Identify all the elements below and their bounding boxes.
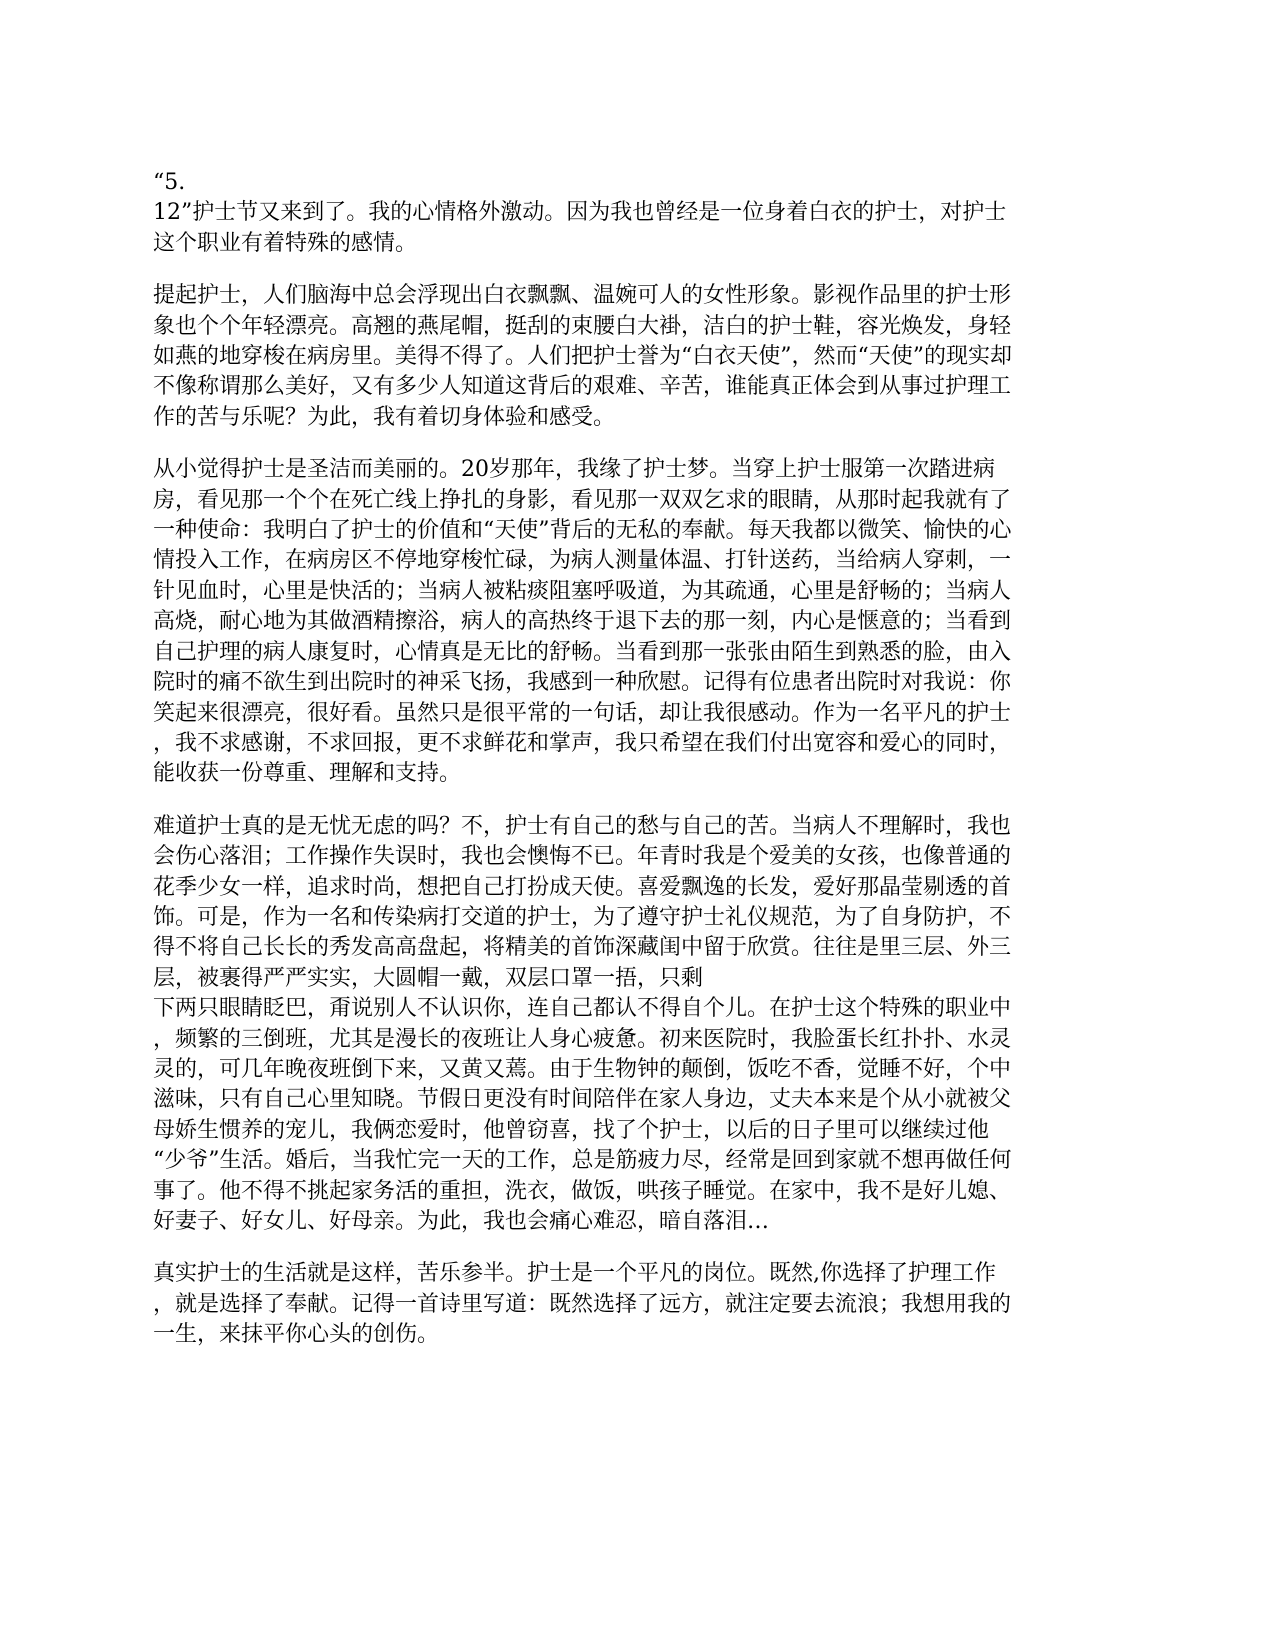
text-line: ，频繁的三倒班，尤其是漫长的夜班让人身心疲惫。初来医院时，我脸蛋长红扑扑、水灵 <box>153 1026 1012 1052</box>
text-line: 层，被裹得严严实实，大圆帽一戴，双层口罩一捂，只剩 <box>153 965 704 991</box>
text-line: “少爷”生活。婚后，当我忙完一天的工作，总是筋疲力尽，经常是回到家就不想再做任何 <box>153 1148 1012 1174</box>
text-line: 12”护士节又来到了。我的心情格外激动。因为我也曾经是一位身着白衣的护士，对护士 <box>153 200 1007 226</box>
text-line: 笑起来很漂亮，很好看。虽然只是很平常的一句话，却让我很感动。作为一名平凡的护士 <box>153 700 1012 726</box>
text-line: 不像称谓那么美好，又有多少人知道这背后的艰难、辛苦，谁能真正体会到从事过护理工 <box>153 374 1012 400</box>
document-body <box>153 168 1123 1373</box>
text-line: 花季少女一样，追求时尚，想把自己打扮成天使。喜爱飘逸的长发，爱好那晶莹剔透的首 <box>153 874 1012 900</box>
text-line: ，就是选择了奉献。记得一首诗里写道：既然选择了远方，就注定要去流浪；我想用我的 <box>153 1291 1012 1317</box>
paragraph-1 <box>153 168 1123 259</box>
paragraph-4 <box>153 812 1123 1238</box>
text-line: 院时的痛不欲生到出院时的神采飞扬，我感到一种欣慰。记得有位患者出院时对我说：你 <box>153 670 1012 696</box>
text-line: 得不将自己长长的秀发高高盘起，将精美的首饰深藏闺中留于欣赏。往往是里三层、外三 <box>153 935 1012 961</box>
text-line: 这个职业有着特殊的感情。 <box>153 230 418 256</box>
paragraph-5 <box>153 1259 1123 1350</box>
text-line: 一生，来抹平你心头的创伤。 <box>153 1322 440 1348</box>
text-line: 能收获一份尊重、理解和支持。 <box>153 761 462 787</box>
text-line: 从小觉得护士是圣洁而美丽的。20岁那年，我缘了护士梦。当穿上护士服第一次踏进病 <box>153 457 995 483</box>
text-line: 提起护士，人们脑海中总会浮现出白衣飘飘、温婉可人的女性形象。影视作品里的护士形 <box>153 283 1012 309</box>
text-line: 真实护士的生活就是这样，苦乐参半。护士是一个平凡的岗位。既然,你选择了护理工作 <box>153 1261 996 1287</box>
text-line: 象也个个年轻漂亮。高翘的燕尾帽，挺刮的束腰白大褂，洁白的护士鞋，容光焕发，身轻 <box>153 313 1012 339</box>
text-line: 灵的，可几年晚夜班倒下来，又黄又蔫。由于生物钟的颠倒，饭吃不香，觉睡不好，个中 <box>153 1056 1012 1082</box>
text-line: 作的苦与乐呢？为此，我有着切身体验和感受。 <box>153 404 616 430</box>
text-line: 饰。可是，作为一名和传染病打交道的护士，为了遵守护士礼仪规范，为了自身防护，不 <box>153 904 1012 930</box>
text-line: 滋味，只有自己心里知晓。节假日更没有时间陪伴在家人身边，丈夫本来是个从小就被父 <box>153 1087 1012 1113</box>
text-line: 事了。他不得不挑起家务活的重担，洗衣，做饭，哄孩子睡觉。在家中，我不是好儿媳、 <box>153 1178 1012 1204</box>
text-line: 情投入工作，在病房区不停地穿梭忙碌，为病人测量体温、打针送药，当给病人穿刺，一 <box>153 548 1012 574</box>
text-line: 难道护士真的是无忧无虑的吗？不，护士有自己的愁与自己的苦。当病人不理解时，我也 <box>153 813 1012 839</box>
text-line: 下两只眼睛眨巴，甭说别人不认识你，连自己都认不得自个儿。在护士这个特殊的职业中 <box>153 996 1012 1022</box>
text-line: 会伤心落泪；工作操作失误时，我也会懊悔不已。年青时我是个爱美的女孩，也像普通的 <box>153 844 1012 870</box>
text-line: 高烧，耐心地为其做酒精擦浴，病人的高热终于退下去的那一刻，内心是惬意的；当看到 <box>153 609 1012 635</box>
text-line: 房，看见那一个个在死亡线上挣扎的身影，看见那一双双乞求的眼睛，从那时起我就有了 <box>153 487 1012 513</box>
paragraph-2 <box>153 281 1123 433</box>
text-line: 母娇生惯养的宠儿，我俩恋爱时，他曾窃喜，找了个护士，以后的日子里可以继续过他 <box>153 1117 990 1143</box>
text-line: 针见血时，心里是快活的；当病人被粘痰阻塞呼吸道，为其疏通，心里是舒畅的；当病人 <box>153 578 1012 604</box>
text-line: ，我不求感谢，不求回报，更不求鲜花和掌声，我只希望在我们付出宽容和爱心的同时， <box>153 730 1012 756</box>
text-line: 好妻子、好女儿、好母亲。为此，我也会痛心难忍，暗自落泪… <box>153 1209 770 1234</box>
text-line: “5. <box>153 170 186 195</box>
paragraph-3 <box>153 455 1123 789</box>
text-line: 如燕的地穿梭在病房里。美得不得了。人们把护士誉为“白衣天使”，然而“天使”的现实却 <box>153 344 1012 370</box>
text-line: 一种使命：我明白了护士的价值和“天使”背后的无私的奉献。每天我都以微笑、愉快的心 <box>153 518 1012 544</box>
text-line: 自己护理的病人康复时，心情真是无比的舒畅。当看到那一张张由陌生到熟悉的脸，由入 <box>153 639 1012 665</box>
